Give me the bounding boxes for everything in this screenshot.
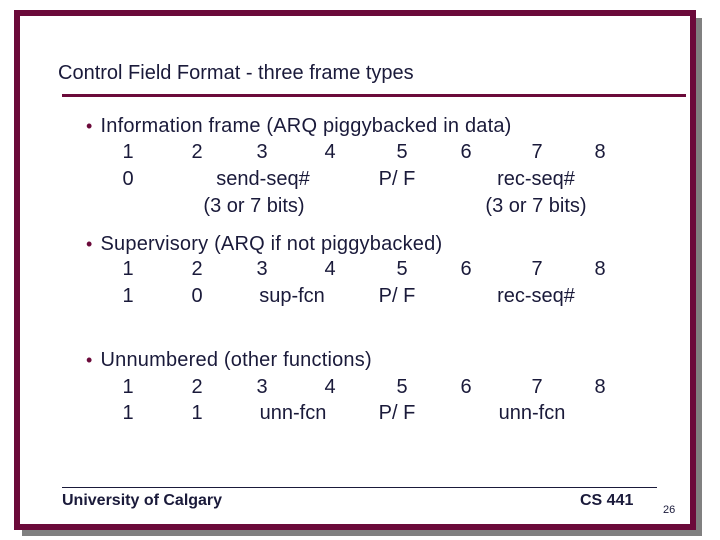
field-rec-seq: rec-seq# [497,285,575,307]
field-value: 1 [122,285,134,307]
page-number: 26 [663,504,676,516]
field-unn-fcn: unn-fcn [259,402,327,424]
bit-number: 5 [396,376,408,398]
field-poll-final: P/ F [378,285,416,307]
footer-institution: University of Calgary [62,492,223,509]
field-value: 1 [122,402,134,424]
bullet-heading: Information frame (ARQ piggybacked in data) [100,115,512,137]
field-value: 0 [122,168,134,190]
bit-number: 2 [191,376,203,398]
bit-number: 8 [594,258,606,280]
bit-number: 6 [460,376,472,398]
field-unn-fcn: unn-fcn [498,402,566,424]
bullet-marker: • [86,234,93,254]
bullet-supervisory [86,233,442,256]
bit-number: 1 [122,376,134,398]
slide-title: Control Field Format - three frame types [58,62,414,84]
bullet-marker: • [86,116,93,136]
bit-number: 5 [396,141,408,163]
bit-number: 5 [396,258,408,280]
title-divider [62,94,686,97]
bullet-unnumbered [86,349,372,372]
bit-number: 3 [256,376,268,398]
bullet-marker: • [86,350,93,370]
bit-number: 7 [531,376,543,398]
field-value: 0 [191,285,203,307]
field-note: (3 or 7 bits) [485,195,587,217]
bit-number: 1 [122,258,134,280]
footer-course: CS 441 [580,492,634,509]
bit-number: 6 [460,258,472,280]
bit-number: 7 [531,141,543,163]
field-rec-seq: rec-seq# [497,168,575,190]
field-value: 1 [191,402,203,424]
bit-number: 2 [191,141,203,163]
bullet-heading: Unnumbered (other functions) [100,349,372,371]
bit-number: 3 [256,141,268,163]
field-poll-final: P/ F [378,402,416,424]
bit-number: 3 [256,258,268,280]
bit-number: 2 [191,258,203,280]
bit-number: 1 [122,141,134,163]
field-note: (3 or 7 bits) [203,195,305,217]
bit-number: 8 [594,141,606,163]
field-poll-final: P/ F [378,168,416,190]
field-sup-fcn: sup-fcn [259,285,325,307]
footer-divider [62,487,657,488]
bullet-heading: Supervisory (ARQ if not piggybacked) [100,233,443,255]
bit-number: 7 [531,258,543,280]
bit-number: 4 [324,141,336,163]
bit-number: 4 [324,258,336,280]
bit-number: 6 [460,141,472,163]
field-send-seq: send-seq# [216,168,310,190]
bit-number: 4 [324,376,336,398]
bit-number: 8 [594,376,606,398]
bullet-information-frame [86,115,512,138]
